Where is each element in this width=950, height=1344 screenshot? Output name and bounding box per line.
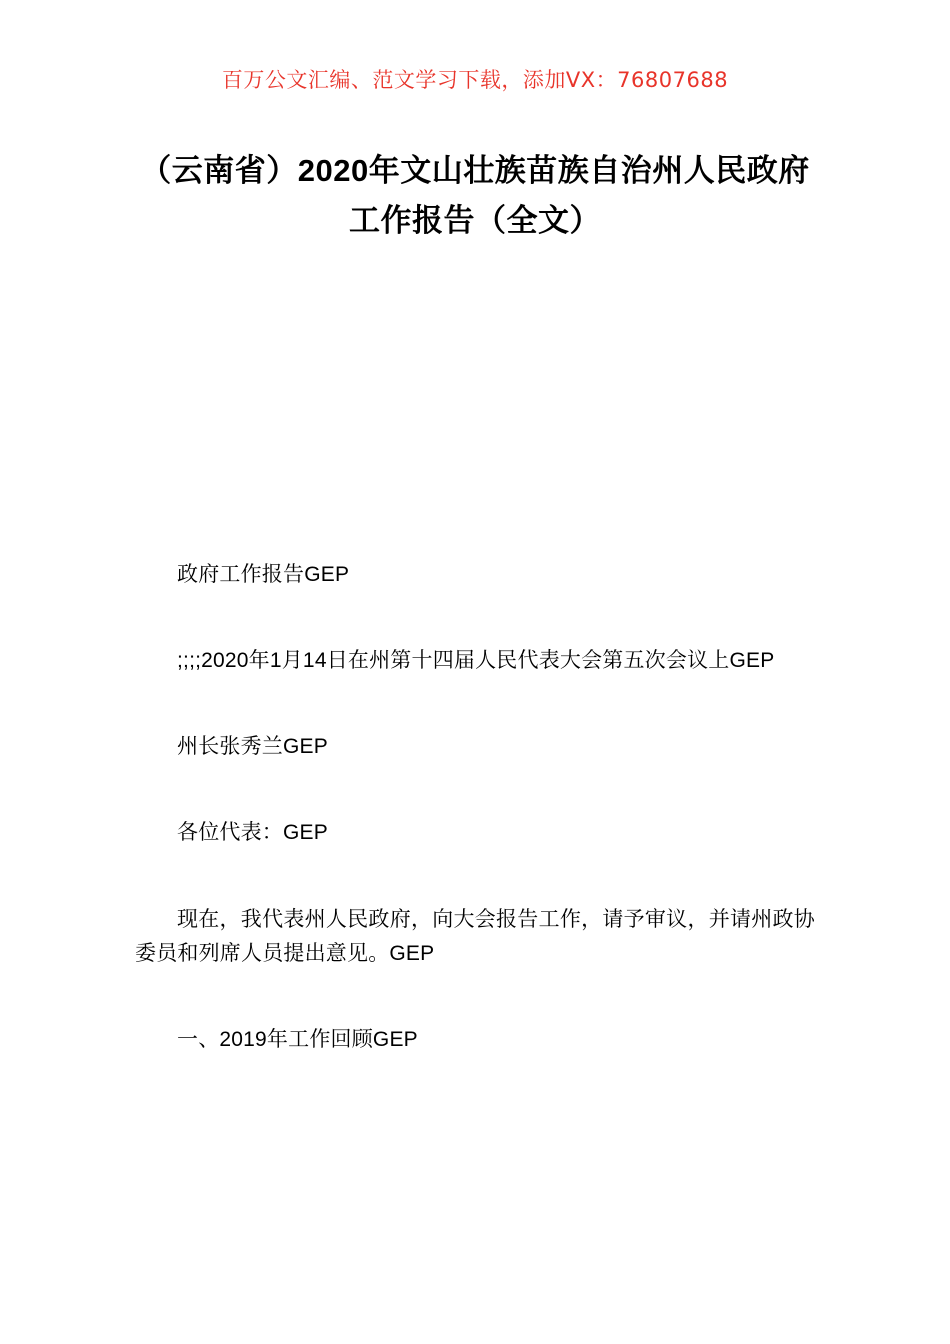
paragraph: 一、2019年工作回顾GEP xyxy=(177,1027,418,1051)
page-title: （云南省）2020年文山壮族苗族自治州人民政府工作报告（全文） xyxy=(140,153,810,239)
paragraph: 政府工作报告GEP xyxy=(177,563,350,587)
paragraph: 各位代表：GEP xyxy=(177,821,328,845)
paragraph: 州长张秀兰GEP xyxy=(177,735,328,759)
watermark-promo-text: 百万公文汇编、范文学习下载，添加VX：76807688 xyxy=(221,68,729,92)
paragraph: ;;;;2020年1月14日在州第十四届人民代表大会第五次会议上GEP xyxy=(177,649,775,673)
document-body xyxy=(135,558,815,1056)
paragraph: 现在，我代表州人民政府，向大会报告工作，请予审议，并请州政协委员和列席人员提出意见。GEP xyxy=(135,907,815,965)
